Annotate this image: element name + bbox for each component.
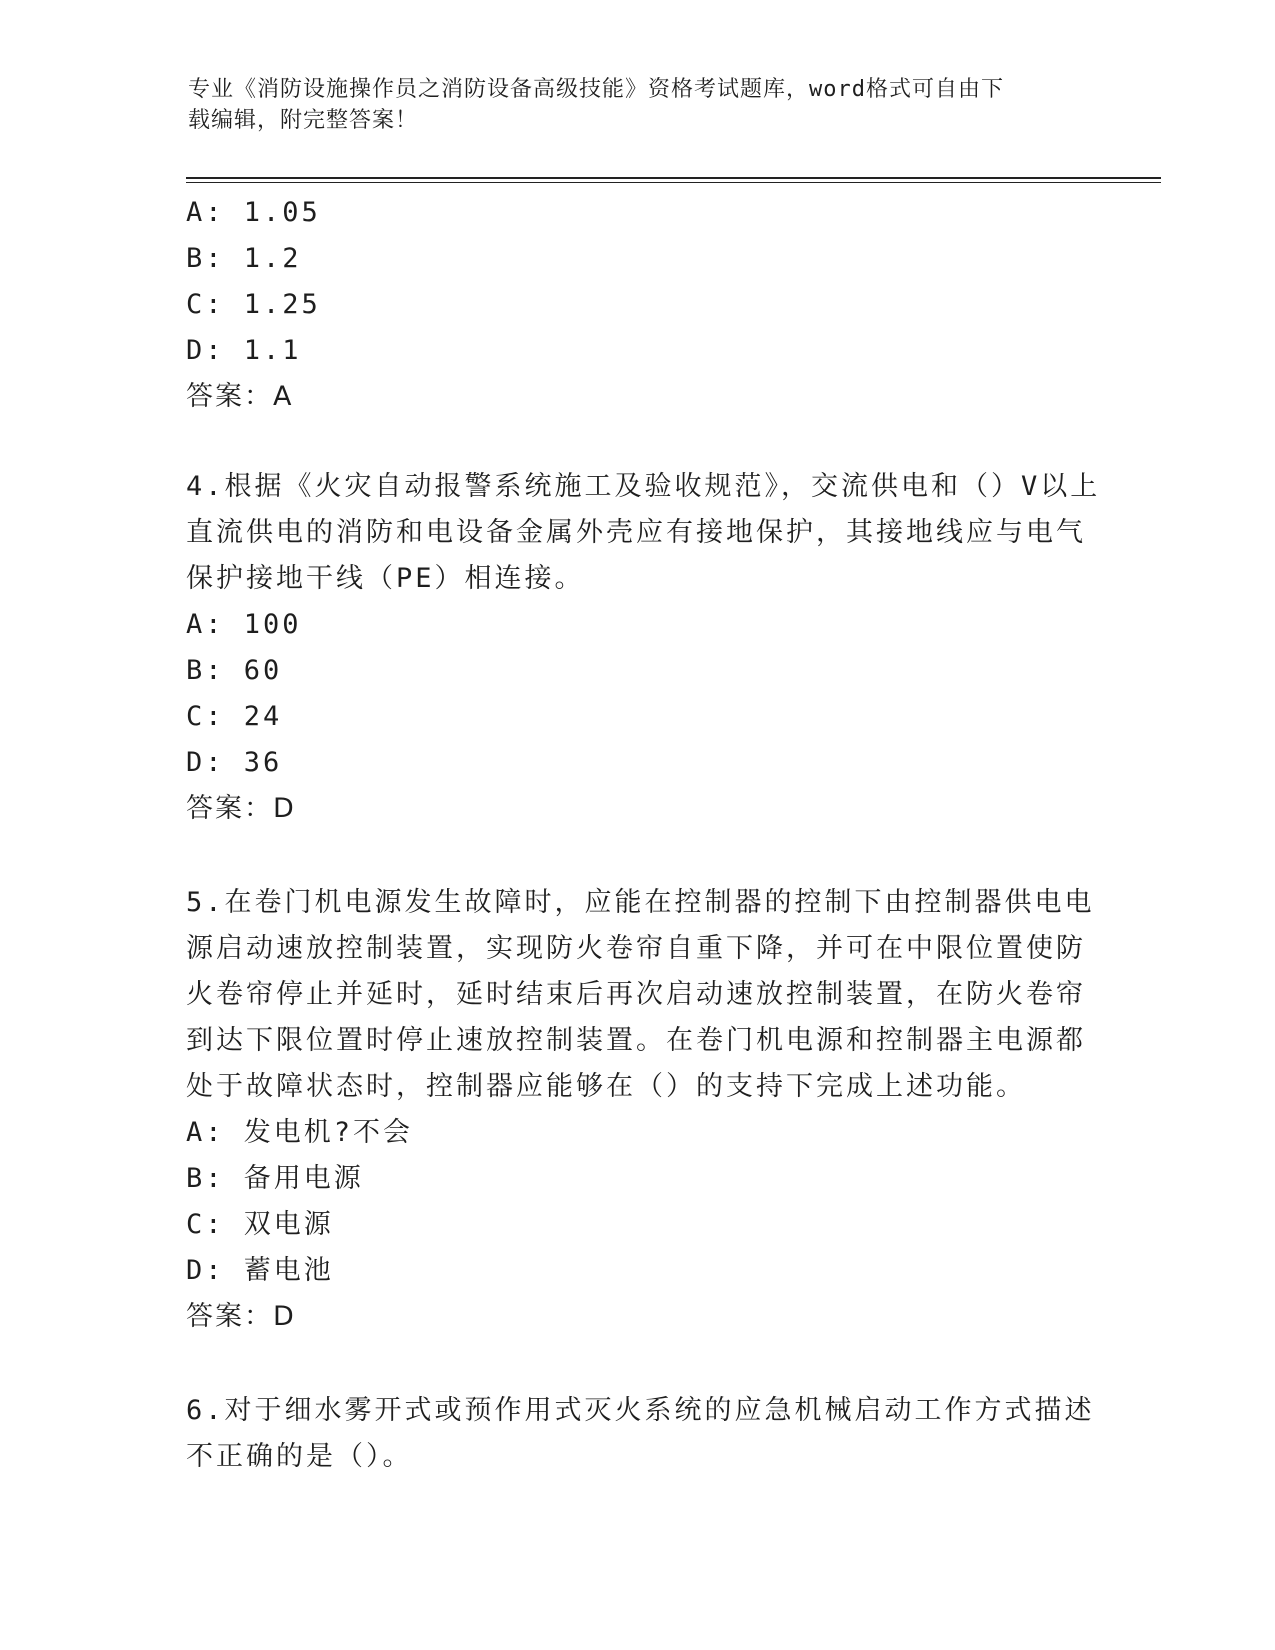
option-b: B: 60 [186, 655, 283, 686]
question-text-line: 保护接地干线（PE）相连接。 [186, 563, 585, 594]
header-divider-thick [186, 177, 1161, 179]
question-5 [186, 880, 1095, 1340]
question-3 [186, 190, 1086, 420]
spacer [186, 420, 1086, 464]
question-text-line: 源启动速放控制装置，实现防火卷帘自重下降，并可在中限位置使防 [186, 933, 1086, 964]
option-c: C: 双电源 [186, 1209, 334, 1240]
option-a: A: 100 [186, 609, 302, 640]
option-b: B: 1.2 [186, 243, 302, 274]
option-a: A: 发电机?不会 [186, 1117, 414, 1148]
option-b: B: 备用电源 [186, 1163, 364, 1194]
document-header [188, 74, 1088, 136]
spacer [186, 1340, 1086, 1388]
question-text-line: 到达下限位置时停止速放控制装置。在卷门机电源和控制器主电源都 [186, 1025, 1086, 1056]
option-d: D: 36 [186, 747, 283, 778]
question-text-line: 4.根据《火灾自动报警系统施工及验收规范》，交流供电和（）V以上 [186, 471, 1101, 502]
answer-line: 答案：A [186, 381, 294, 412]
question-text-line: 火卷帘停止并延时，延时结束后再次启动速放控制装置，在防火卷帘 [186, 979, 1086, 1010]
question-text-line: 5.在卷门机电源发生故障时，应能在控制器的控制下由控制器供电电 [186, 887, 1095, 918]
question-text-line: 直流供电的消防和电设备金属外壳应有接地保护，其接地线应与电气 [186, 517, 1086, 548]
option-d: D: 1.1 [186, 335, 302, 366]
question-text-line: 6.对于细水雾开式或预作用式灭火系统的应急机械启动工作方式描述 [186, 1395, 1095, 1426]
option-c: C: 1.25 [186, 289, 321, 320]
question-list [186, 190, 1101, 1480]
header-divider-thin [186, 182, 1161, 183]
option-c: C: 24 [186, 701, 283, 732]
answer-line: 答案：D [186, 1301, 296, 1332]
option-a: A: 1.05 [186, 197, 321, 228]
question-text-line: 不正确的是（）。 [186, 1441, 413, 1472]
question-4 [186, 464, 1101, 832]
header-line-1: 专业《消防设施操作员之消防设备高级技能》资格考试题库，word格式可自由下 [188, 77, 1004, 102]
header-line-2: 载编辑，附完整答案！ [188, 108, 419, 133]
question-text-line: 处于故障状态时，控制器应能够在（）的支持下完成上述功能。 [186, 1071, 1026, 1102]
option-d: D: 蓄电池 [186, 1255, 334, 1286]
answer-line: 答案：D [186, 793, 296, 824]
question-6 [186, 1388, 1095, 1480]
spacer [186, 832, 1086, 880]
